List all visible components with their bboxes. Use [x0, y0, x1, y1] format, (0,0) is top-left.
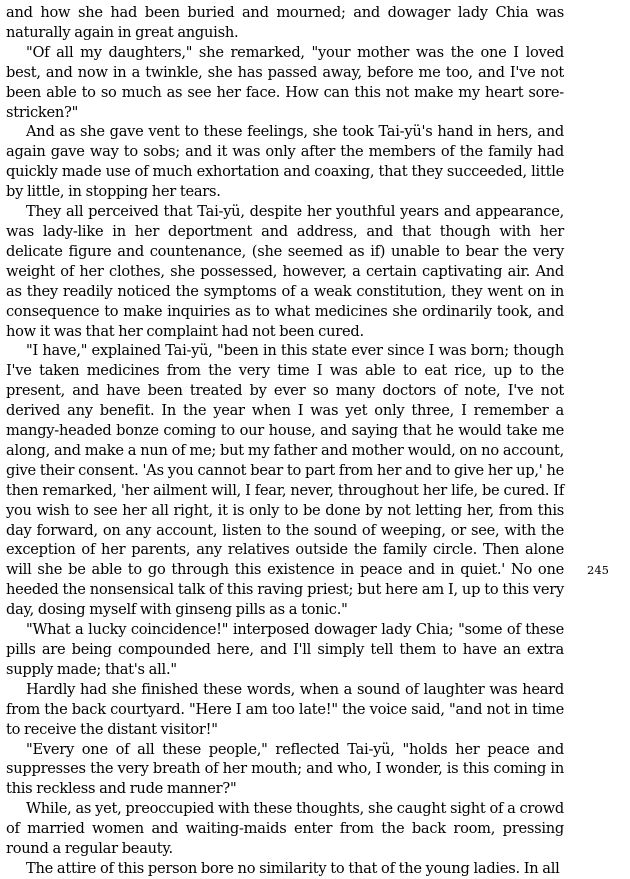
paragraph-sobs: And as she gave vent to these feelings, she took Tai-yü's hand in hers, and again gave way to sobs; and it was only after the members of the family had quickly made use of much exhortation and coaxing, that they succeeded, little by little, in stopping her tears. — [6, 123, 564, 201]
paragraph-reflection: "Every one of all these people," reflected Tai-yü, "holds her peace and suppresses the very breath of her mouth; and who, I wonder, is this coming in this reckless and rude manner?" — [6, 740, 564, 798]
paragraph-lucky-coincidence: "What a lucky coincidence!" interposed dowager lady Chia; "some of these pills are being compounded here, and I'll simply tell them to have an extra supply made; that's all." — [6, 621, 564, 678]
paragraph-laughter: Hardly had she finished these words, when a sound of laughter was heard from the back courtyard. "Here I am too late!" the voice said, "and not in time to receive the distant visitor!" — [6, 680, 564, 738]
paragraph-weak-constitution: They all perceived that Tai-yü, despite her youthful years and appearance, was lady-like in her deportment and address, and that though with her delicate figure and countenance, (she seemed as if) unable to bear the very weight of her clothes, she possessed, however, a certain captivating air. And as they readily noticed the symptoms of a weak constitution, they went on in consequence to make inquiries as to what medicines she ordinarily took, and how it was that her complaint had not been cured. — [6, 203, 564, 340]
paragraph-attire: The attire of this person bore no similarity to that of the young ladies. In all — [26, 859, 560, 877]
paragraph-crowd-enters: While, as yet, preoccupied with these thoughts, she caught sight of a crowd of married women and waiting-maids enter from the back room, pressing round a regular beauty. — [6, 800, 564, 858]
body-text — [6, 3, 564, 879]
paragraph-mother-lament: "Of all my daughters," she remarked, "your mother was the one I loved best, and now in a twinkle, she has passed away, before me too, and I've not been able to so much as see her face. How can this not make my heart sore-stricken?" — [6, 43, 564, 121]
page-number: 245 — [587, 563, 609, 577]
paragraph-continued: and how she had been buried and mourned; and dowager lady Chia was naturally again in great anguish. — [6, 4, 564, 41]
paragraph-tai-yu-explains: "I have," explained Tai-yü, "been in this state ever since I was born; though I've taken medicines from the very time I was able to eat rice, up to the present, and have been treated by ever so many doctors of note, I've not derived any benefit. In the year when I was yet only three, I remember a mangy-headed bonze coming to our house, and saying that he would take me along, and make a nun of me; but my father and mother would, on no account, give their consent. 'As you cannot bear to part from her and to give her up,' he then remarked, 'her ailment will, I fear, never, throughout her life, be cured. If you wish to see her all right, it is only to be done by not letting her, from this day forward, on any account, listen to the sound of weeping, or see, with the exception of her parents, any relatives outside the family circle. Then alone will she be able to go through this existence in peace and in quiet.' No one heeded the nonsensical talk of this raving priest; but here am I, up to this very day, dosing myself with ginseng pills as a tonic." — [6, 342, 564, 619]
